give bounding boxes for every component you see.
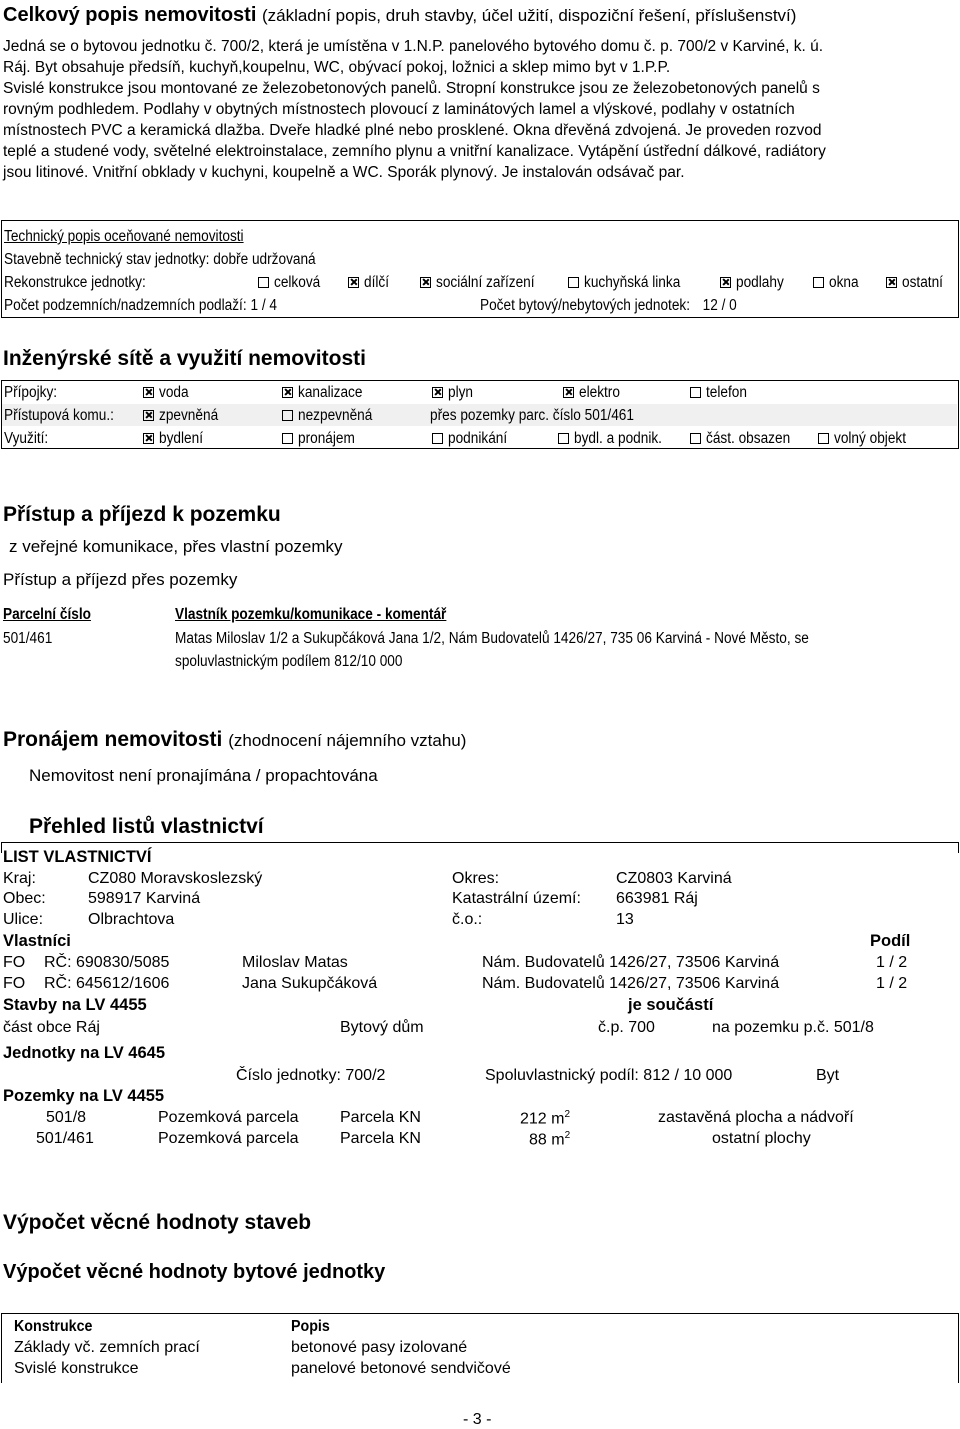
owner1-addr: Nám. Budovatelů 1426/27, 73506 Karviná [482, 954, 780, 971]
checkbox-label: část. obsazen [706, 430, 791, 447]
checkbox-option[interactable] [143, 384, 193, 402]
kraj-value: CZ080 Moravskoslezský [88, 870, 263, 887]
units-value: 12 / 0 [702, 297, 737, 314]
checkbox-option[interactable] [886, 274, 949, 292]
access-owner1: Matas Miloslav 1/2 a Sukupčáková Jana 1/2, Nám Budovatelů 1426/27, 735 06 Karviná - Nové Město, se [175, 630, 809, 647]
desc-line: Svislé konstrukce jsou montované ze železobetonových panelů. Stropní konstrukce jsou ze železobetonových panelů s [3, 80, 820, 97]
unchecked-checkbox-icon[interactable] [568, 277, 579, 288]
checkbox-option[interactable] [813, 274, 863, 292]
unchecked-checkbox-icon[interactable] [558, 433, 569, 444]
calc-title2: Výpočet věcné hodnoty bytové jednotky [3, 1261, 386, 1283]
jednotky-label: Jednotky na LV 4645 [3, 1044, 166, 1062]
pozemek1-cislo: 501/8 [46, 1109, 87, 1126]
checkbox-label: bydlení [159, 430, 203, 447]
checkbox-label: volný objekt [834, 430, 907, 447]
title-subtitle: (základní popis, druh stavby, účel užití, dispoziční řešení, příslušenství) [261, 6, 797, 25]
checkbox-label: voda [159, 384, 189, 401]
desc-line: rovným podhledem. Podlahy v obytných místnostech plovoucí z laminátových lamel a vlýskové, podlahy v ostatních [3, 101, 795, 118]
checkbox-label: podlahy [736, 274, 784, 291]
calc-row1-p: betonové pasy izolované [291, 1339, 468, 1356]
checkbox-option[interactable] [432, 430, 515, 448]
checked-checkbox-icon[interactable] [420, 277, 431, 288]
checkbox-label: nezpevněná [298, 407, 373, 424]
checkbox-option[interactable] [348, 274, 392, 292]
checkbox-option[interactable] [690, 430, 802, 448]
row2-extra: přes pozemky parc. číslo 501/461 [430, 407, 634, 424]
tech-title: Technický popis oceňované nemovitosti [4, 228, 244, 245]
jednotka-podil: Spoluvlastnický podíl: 812 / 10 000 [485, 1067, 733, 1084]
checkbox-label: pronájem [298, 430, 355, 447]
soucasti-label: je součástí [628, 996, 714, 1014]
unchecked-checkbox-icon[interactable] [818, 433, 829, 444]
unchecked-checkbox-icon[interactable] [258, 277, 269, 288]
stavba-part: část obce Ráj [3, 1019, 100, 1036]
checked-checkbox-icon[interactable] [282, 387, 293, 398]
section-title-popis [3, 4, 796, 27]
lease-title-text: Pronájem nemovitosti [3, 728, 223, 751]
checked-checkbox-icon[interactable] [143, 433, 154, 444]
checkbox-option[interactable] [568, 274, 693, 292]
checkbox-option[interactable] [818, 430, 916, 448]
units [480, 297, 737, 315]
kat-value: 663981 Ráj [616, 890, 698, 907]
calc-col2: Popis [291, 1318, 330, 1335]
stavba-on: na pozemku p.č. 501/8 [712, 1019, 874, 1036]
unchecked-checkbox-icon[interactable] [282, 433, 293, 444]
owner1-rc: RČ: 690830/5085 [44, 954, 170, 971]
access-col2: Vlastník pozemku/komunikace - komentář [175, 606, 447, 623]
unchecked-checkbox-icon[interactable] [690, 387, 701, 398]
page-number: - 3 - [463, 1411, 492, 1428]
lease-title [3, 728, 466, 752]
sq-sup: 2 [564, 1109, 571, 1120]
checkbox-option[interactable] [558, 430, 674, 448]
lv-title: Přehled listů vlastnictví [29, 815, 264, 838]
checkbox-label: bydl. a podnik. [574, 430, 662, 447]
access-title: Přístup a příjezd k pozemku [3, 503, 281, 526]
checkbox-label: podnikání [448, 430, 508, 447]
pozemek2-kn: Parcela KN [340, 1130, 421, 1147]
desc-line: Ráj. Byt obsahuje předsíň, kuchyň,koupelnu, WC, obývací pokoj, ložnici a sklep mimo byt v 1.P.P. [3, 59, 671, 76]
floors-label: Počet podzemních/nadzemních podlaží: [4, 297, 247, 314]
access-owner2: spoluvlastnickým podílem 812/10 000 [175, 653, 403, 670]
unchecked-checkbox-icon[interactable] [282, 410, 293, 421]
pozemek2-pouziti: ostatní plochy [712, 1130, 811, 1147]
pozemek1-druh: Pozemková parcela [158, 1109, 299, 1126]
checkbox-option[interactable] [143, 430, 209, 448]
checkbox-option[interactable] [420, 274, 548, 292]
stavba-type: Bytový dům [340, 1019, 424, 1036]
checkbox-option[interactable] [720, 274, 790, 292]
pozemek2-druh: Pozemková parcela [158, 1130, 299, 1147]
checkbox-option[interactable] [563, 384, 626, 402]
checkbox-label: okna [829, 274, 859, 291]
share-label: Podíl [870, 932, 911, 950]
jednotka-typ: Byt [816, 1067, 840, 1084]
checkbox-label: zpevněná [159, 407, 219, 424]
checkbox-option[interactable] [432, 384, 476, 402]
checkbox-option[interactable] [282, 384, 371, 402]
row2-label: Přístupová komu.: [4, 407, 114, 424]
calc-col1: Konstrukce [14, 1318, 93, 1335]
checkbox-label: dílčí [364, 274, 390, 291]
owners-label: Vlastníci [3, 932, 71, 950]
calc-row2-k: Svislé konstrukce [14, 1360, 139, 1377]
checkbox-option[interactable] [282, 430, 363, 448]
stavba-cp: č.p. 700 [598, 1019, 655, 1036]
checkbox-label: sociální zařízení [436, 274, 535, 291]
owner2-name: Jana Sukupčáková [242, 975, 378, 992]
calc-row2-p: panelové betonové sendvičové [291, 1360, 511, 1377]
calc-row1-k: Základy vč. zemních prací [14, 1339, 200, 1356]
ulice-value: Olbrachtova [88, 911, 175, 928]
owner2-type: FO [3, 975, 26, 992]
checkbox-option[interactable] [690, 384, 753, 402]
networks-title: Inženýrské sítě a využití nemovitosti [3, 347, 366, 370]
access-col1: Parcelní číslo [3, 606, 91, 623]
checkbox-label: kanalizace [298, 384, 363, 401]
checked-checkbox-icon[interactable] [563, 387, 574, 398]
vymera-value: 88 m [529, 1131, 565, 1149]
checkbox-label: kuchyňská linka [584, 274, 681, 291]
floors-value: 1 / 4 [250, 297, 277, 314]
checkbox-label: celková [274, 274, 321, 291]
desc-line: místnostech PVC a keramická dlažba. Dveře hladké plné nebo prosklené. Okna dřevěná zdvojená. Je proveden rozvod [3, 122, 822, 139]
vymera-value: 212 m [520, 1110, 565, 1128]
desc-line: Jedná se o bytovou jednotku č. 700/2, která je umístěna v 1.N.P. panelového bytového domu č. p. 700/2 v Karviné, k. ú. [3, 38, 824, 55]
checked-checkbox-icon[interactable] [143, 410, 154, 421]
state-value: dobře udržovaná [213, 251, 316, 268]
jednotka-cislo: Číslo jednotky: 700/2 [236, 1067, 386, 1084]
checkbox-option[interactable] [258, 274, 327, 292]
pozemek1-kn: Parcela KN [340, 1109, 421, 1126]
tech-state [4, 251, 316, 269]
checked-checkbox-icon[interactable] [348, 277, 359, 288]
desc-line: teplé a studené vody, světelné elektroinstalace, zemního plynu a vnitřní kanalizace. Vytápění ústřední dálkové, radiátory [3, 143, 826, 160]
stavby-label: Stavby na LV 4455 [3, 996, 147, 1014]
lease-subtitle: (zhodnocení nájemního vztahu) [228, 731, 467, 750]
owner1-name: Miloslav Matas [242, 954, 348, 971]
row1-label: Přípojky: [4, 384, 58, 401]
pozemek2-vymera [529, 1130, 570, 1149]
calc-title1: Výpočet věcné hodnoty staveb [3, 1211, 312, 1234]
sq-sup: 2 [564, 1130, 571, 1141]
access-line2: Přístup a příjezd přes pozemky [3, 570, 238, 589]
checkbox-option[interactable] [143, 407, 226, 425]
owner1-share: 1 / 2 [876, 954, 908, 971]
co-label: č.o.: [452, 911, 483, 928]
access-parcel: 501/461 [3, 630, 53, 647]
checked-checkbox-icon[interactable] [886, 277, 897, 288]
okres-label: Okres: [452, 870, 500, 887]
owner2-rc: RČ: 645612/1606 [44, 975, 170, 992]
units-label: Počet bytový/nebytových jednotek: [480, 297, 691, 314]
checkbox-label: telefon [706, 384, 747, 401]
owner2-addr: Nám. Budovatelů 1426/27, 73506 Karviná [482, 975, 780, 992]
description-block [3, 36, 955, 183]
checkbox-label: ostatní [902, 274, 943, 291]
pozemky-label: Pozemky na LV 4455 [3, 1087, 165, 1105]
checkbox-label: plyn [448, 384, 474, 401]
obec-value: 598917 Karviná [88, 890, 201, 907]
unchecked-checkbox-icon[interactable] [813, 277, 824, 288]
co-value: 13 [616, 911, 634, 928]
checked-checkbox-icon[interactable] [432, 387, 443, 398]
row3-label: Využití: [4, 430, 49, 447]
recon-label: Rekonstrukce jednotky: [4, 274, 146, 291]
okres-value: CZ0803 Karviná [616, 870, 732, 887]
unchecked-checkbox-icon[interactable] [432, 433, 443, 444]
owner1-type: FO [3, 954, 26, 971]
checkbox-label: elektro [579, 384, 620, 401]
lease-text: Nemovitost není pronajímána / propachtována [29, 766, 378, 785]
floors [4, 297, 277, 315]
kat-label: Katastrální území: [452, 890, 581, 907]
checked-checkbox-icon[interactable] [720, 277, 731, 288]
owner2-share: 1 / 2 [876, 975, 908, 992]
obec-label: Obec: [3, 890, 46, 907]
pozemek1-pouziti: zastavěná plocha a nádvoří [658, 1109, 854, 1126]
checked-checkbox-icon[interactable] [143, 387, 154, 398]
ulice-label: Ulice: [3, 911, 44, 928]
pozemek2-cislo: 501/461 [36, 1130, 94, 1147]
access-line1: z veřejné komunikace, přes vlastní pozemky [9, 537, 343, 556]
lv-header: LIST VLASTNICTVÍ [3, 848, 152, 866]
kraj-label: Kraj: [3, 870, 36, 887]
state-label: Stavebně technický stav jednotky: [4, 251, 210, 268]
desc-line: jsou litinové. Vnitřní obklady v kuchyni, koupelně a WC. Sporák plynový. Je instalován odsávač par. [3, 164, 685, 181]
title-text: Celkový popis nemovitosti [3, 4, 257, 26]
checkbox-option[interactable] [282, 407, 382, 425]
unchecked-checkbox-icon[interactable] [690, 433, 701, 444]
pozemek1-vymera [520, 1109, 570, 1128]
